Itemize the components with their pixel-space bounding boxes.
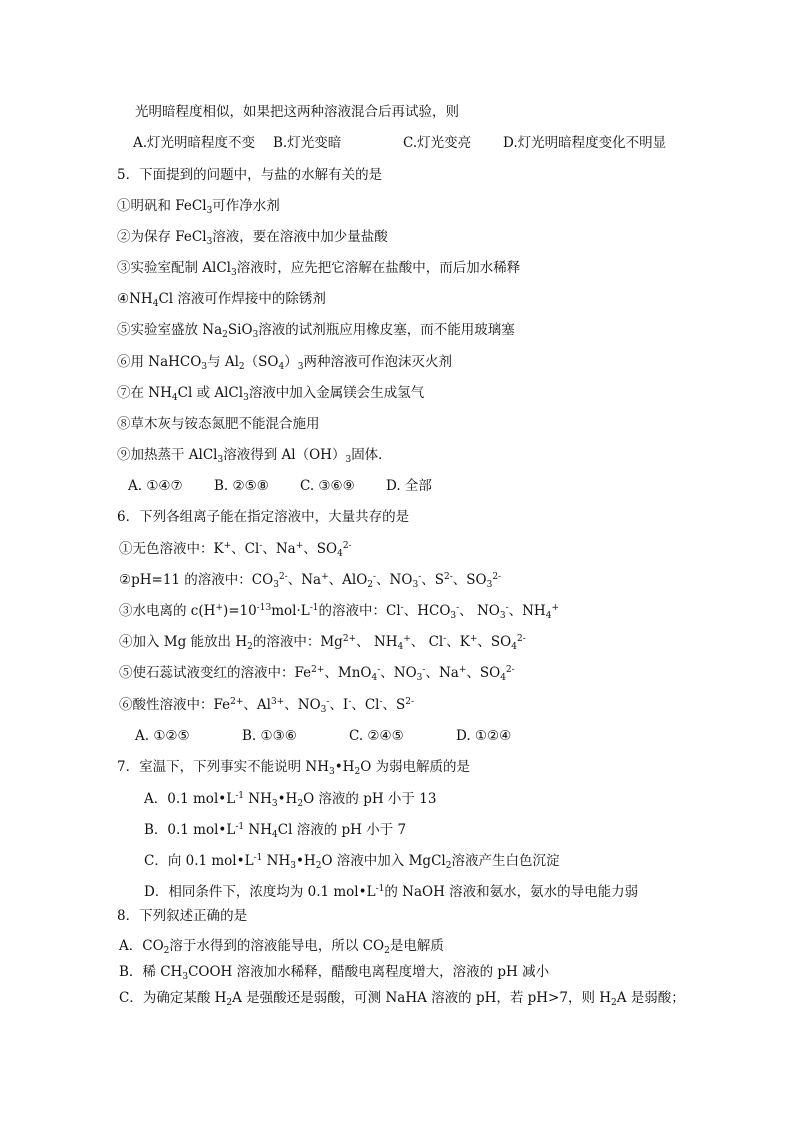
q7-option-a: A．0.1 $mol•L^{-1}$ $NH_3•H_2O$ 溶液的 pH 小于 13 [144, 791, 437, 809]
q6-option-a: A. ①②⑤ [135, 728, 190, 744]
q5-option-b: B. ②⑤⑧ [214, 478, 269, 494]
q4-option-c: C.灯光变亮 [403, 135, 472, 151]
q5-item-2: ②为保存 FeCl$_3$溶液，要在溶液中加少量盐酸 [117, 229, 388, 247]
q5-item-7: ⑦在 $NH_4Cl$ 或 AlCl$_3$溶液中加入金属镁会生成氢气 [117, 385, 425, 403]
q5-item-8: ⑧草木灰与铵态氮肥不能混合施用 [117, 416, 320, 432]
q6-item-1: ①无色溶液中：K+、Cl-、Na+、$SO_4^{2-}$ [119, 541, 352, 559]
q5-item-4: $④NH_4Cl$ 溶液可作焊接中的除锈剂 [117, 291, 326, 309]
q6-item-4: ④加入 Mg 能放出 $H_2$的溶液中：$Mg^{2+}$、 $NH_4^+$、 Cl-、K+、$SO_4^{2-}$ [119, 634, 526, 652]
q5-option-d: D. 全部 [386, 478, 432, 494]
q7-stem: 7．室温下，下列事实不能说明 $NH_3•H_2O$ 为弱电解质的是 [117, 759, 471, 777]
q5-option-c: C. ③⑥⑨ [300, 478, 355, 494]
q5-item-3: ③实验室配制 AlCl$_3$溶液时，应先把它溶解在盐酸中，而后加水稀释 [117, 260, 521, 278]
q6-item-2: ②pH=11 的溶液中：$CO_3^{2-}$、Na+、AlO$_2$-、$NO_3^-$、$S^{2-}$、$SO_3^{2-}$ [119, 572, 502, 590]
q6-option-c: C. ②④⑤ [349, 728, 404, 744]
q8-stem: 8．下列叙述正确的是 [117, 908, 248, 924]
q6-item-3: ③水电离的 $c(H^+)=10^{-13}mol\cdot L^{-1}$的溶液中：Cl-、$HCO_3^-$、 $NO_3^-$、$NH_4^+$ [119, 603, 559, 621]
q4-option-b: B.灯光变暗 [273, 135, 342, 151]
q6-stem: 6．下列各组离子能在指定溶液中，大量共存的是 [117, 509, 410, 525]
q5-stem: 5．下面提到的问题中，与盐的水解有关的是 [117, 167, 383, 183]
q8-option-c: C．为确定某酸 $H_2A$ 是强酸还是弱酸，可测 NaHA 溶液的 pH，若 pH>7，则 $H_2A$ 是弱酸； [119, 990, 685, 1008]
q5-options [128, 476, 432, 496]
q6-options [135, 726, 511, 746]
q5-item-5: ⑤实验室盛放 $Na_2SiO_3$溶液的试剂瓶应用橡皮塞，而不能用玻璃塞 [117, 322, 515, 340]
q7-option-c: C．向 0.1 $mol•L^{-1}$ $NH_3•H_2O$ 溶液中加入 MgCl$_2$溶液产生白色沉淀 [144, 853, 560, 871]
q8-option-a: A．$CO_2$溶于水得到的溶液能导电，所以 $CO_2$是电解质 [119, 938, 444, 956]
q4-stem-continuation: 光明暗程度相似，如果把这两种溶液混合后再试验，则 [135, 104, 459, 120]
q8-option-b: B．稀 $CH_3COOH$ 溶液加水稀释，醋酸电离程度增大，溶液的 pH 减小 [119, 964, 550, 982]
q5-item-6: ⑥用 NaHCO$_3$与 $Al_2(SO_4)_3$两种溶液可作泡沫灭火剂 [117, 354, 452, 372]
q6-option-d: D. ①②④ [456, 728, 512, 744]
q7-option-d: D．相同条件下，浓度均为 0.1 $mol•L^{-1}$的 NaOH 溶液和氨水，氨水的导电能力弱 [144, 884, 639, 900]
q6-item-5: ⑤使石蕊试液变红的溶液中：$Fe^{2+}$、MnO$_4$-、$NO_3^-$、Na+、$SO_4^{2-}$ [119, 665, 515, 683]
q4-options [133, 133, 666, 153]
q6-item-6: ⑥酸性溶液中：$Fe^{2+}$、$Al^{3+}$、$NO_3^-$、I-、Cl-、$S^{2-}$ [119, 697, 415, 715]
q5-item-9: ⑨加热蒸干 AlCl$_3$溶液得到 $Al(OH)_3$固体． [117, 447, 392, 465]
q5-option-a: A. ①④⑦ [128, 478, 183, 494]
q5-item-1: ①明矾和 FeCl$_3$可作净水剂 [117, 198, 280, 216]
q6-option-b: B. ①③⑥ [242, 728, 297, 744]
q7-option-b: B．0.1 $mol•L^{-1}$ $NH_4Cl$ 溶液的 pH 小于 7 [144, 822, 407, 840]
q4-option-d: D.灯光明暗程度变化不明显 [503, 135, 667, 151]
q4-option-a: A.灯光明暗程度不变 [133, 135, 256, 151]
